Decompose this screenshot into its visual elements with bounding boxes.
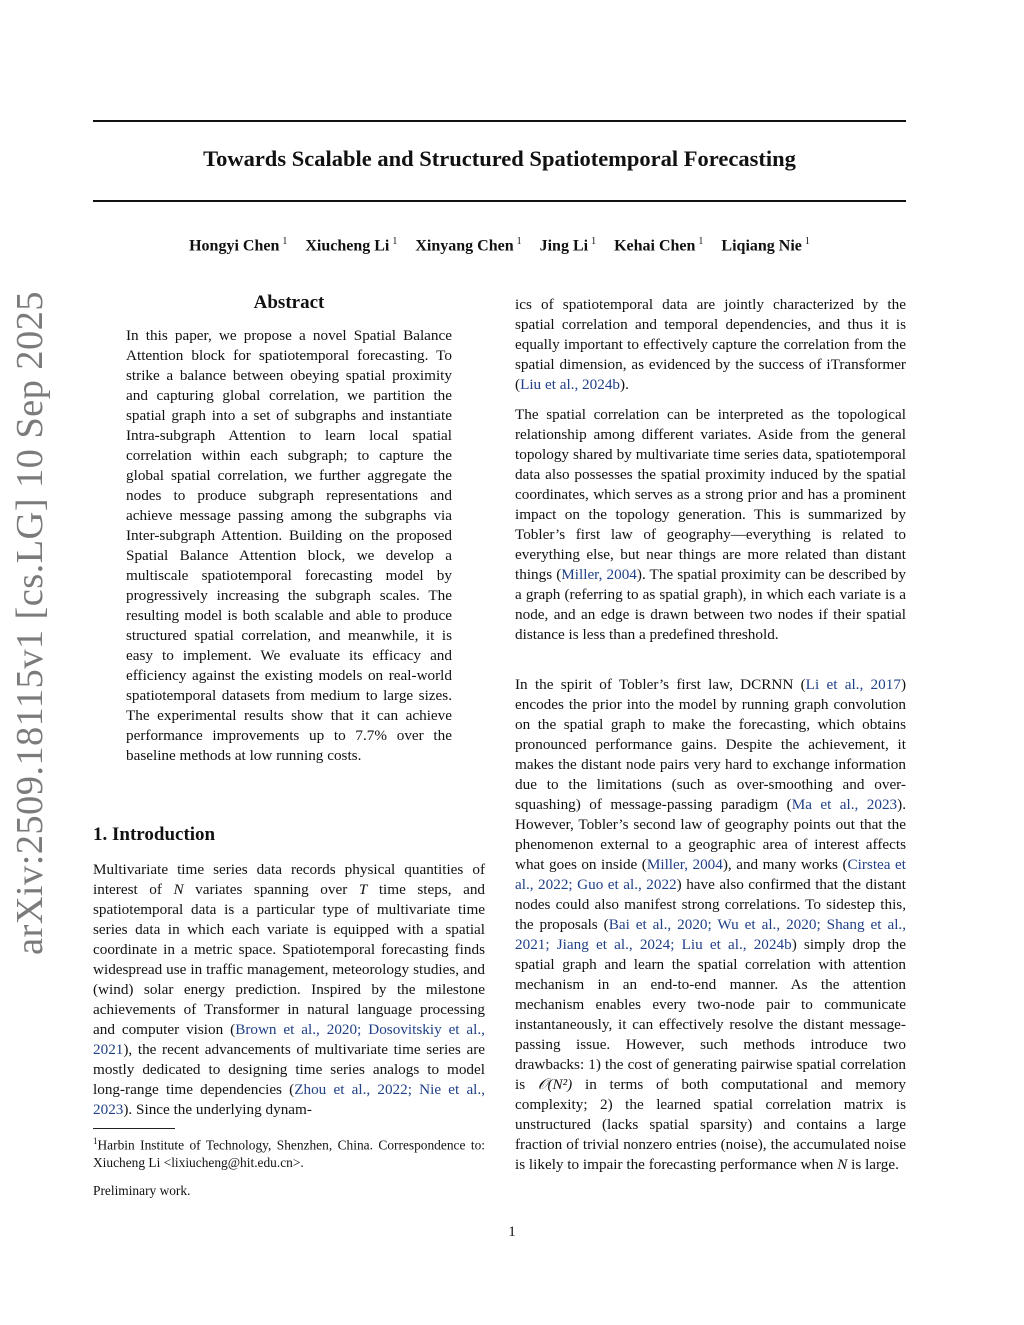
author [305,236,397,255]
text-run: ). However, Tobler’s second law of geography points out that the phenomenon external to a geographic area of interest affects what goes on inside ( [515,796,906,873]
citation-link[interactable]: Liu et al., 2024b [520,376,621,393]
affiliation-footnote [93,1132,485,1172]
text-run: variates spanning over [183,881,359,898]
math-symbol: N [837,1156,848,1173]
citation-link[interactable]: Nie et al., 2023 [93,1081,485,1118]
citation-link[interactable]: Cirstea et al., 2022 [515,856,906,893]
footnote-mark: 1 [93,1136,98,1146]
citation-link[interactable]: Bai et al., 2020 [608,916,708,933]
math-symbol: N [173,881,184,898]
author [614,236,703,255]
author-affiliation-mark: 1 [282,236,288,247]
citation-link[interactable]: Ma et al., 2023 [791,796,898,813]
text-run: The spatial correlation can be interpreted as the topological relationship among different variates. Aside from the general topology shared by multivariate time series data, spatiotemporal data also possesses the spatial proximity induced by the spatial coordinates, which serves as a strong prior and has a prominent impact on the topology generation. This is summarized by Tobler’s first law of geography—everything is related to everything else, but near things are more related than distant things ( [515,406,906,583]
right-column-paragraph [515,675,906,1175]
text-run: is large. [847,1156,899,1173]
citation-link[interactable]: Liu et al., 2024b [681,936,792,953]
author-name: Xiucheng Li [305,237,390,255]
arxiv-identifier-stamp[interactable]: arXiv:2509.18115v1 [cs.LG] 10 Sep 2025 [9,291,51,955]
text-run: ) have also confirmed that the distant nodes could also manifest strong correlations. To sidestep this, the proposals ( [515,876,906,933]
preliminary-note: Preliminary work. [93,1183,191,1198]
author-name: Kehai Chen [614,237,696,255]
math-symbol: T [358,881,368,898]
author-name: Hongyi Chen [189,237,280,255]
author [189,236,287,255]
abstract-text: In this paper, we propose a novel Spatial Balance Attention block for spatiotemporal forecasting. To strike a balance between obeying spatial proximity and capturing global correlation, we partition the spatial graph into a set of subgraphs and instantiate Intra-subgraph Attention to learn local spatial correlation within each subgraph; to capture the global spatial correlation, we further aggregate the nodes to produce subgraph representations and achieve message passing among the subgraphs via Inter-subgraph Attention. Building on the proposed Spatial Balance Attention block, we develop a multiscale spatiotemporal forecasting model by progressively increasing the subgraph scales. The resulting model is both scalable and able to produce structured spatial correlation, and meanwhile, it is easy to implement. We evaluate its efficacy and efficiency against the existing models on real-world spatiotemporal datasets from medium to large sizes. The experimental results show that it can achieve performance improvements up to 7.7% over the baseline methods at low running costs. [126,327,452,764]
introduction-paragraph [93,860,485,1120]
section-heading-introduction: 1. Introduction [93,824,216,845]
author-list [93,236,906,255]
text-run: Multivariate time series data records physical quantities of interest of [93,861,485,898]
citation-separator: ; [670,936,682,953]
citation-link[interactable]: Miller, 2004 [561,566,637,583]
citation-link[interactable]: Shang et al., 2021 [515,916,907,953]
citation-link[interactable]: Li et al., 2017 [805,676,901,693]
citation-separator: ; [816,916,827,933]
math-expression: 𝒪(N²) [537,1076,573,1093]
text-run: in terms of both computational and memory complexity; 2) the learned spatial correlation matrix is unstructured (lacks spatial sparsity) and contains a large fraction of trivial nonzero entries (noise), the accumulated noise is likely to impair the forecasting performance when [515,1076,906,1173]
citation-separator: ; [545,936,557,953]
citation-link[interactable]: Jiang et al., 2024 [556,936,671,953]
text-run: ), the recent advancements of multivariate time series are mostly dedicated to designing time series analogs to model long-range time dependencies ( [93,1041,485,1098]
text-run: ). The spatial proximity can be described by a graph (referring to as spatial graph), in which each variate is a node, and an edge is drawn between two nodes if their spatial distance is less than a predefined threshold. [515,566,906,643]
citation-separator: ; [707,916,718,933]
right-column-paragraph [515,295,906,395]
text-run: ), and many works ( [722,856,848,873]
citation-link[interactable]: Guo et al., 2022 [577,876,677,893]
citation-link[interactable]: Zhou et al., 2022 [294,1081,408,1098]
footnote-rule [93,1128,175,1129]
author-affiliation-mark: 1 [516,236,522,247]
footnote-text: Harbin Institute of Technology, Shenzhen, China. Correspondence to: Xiucheng Li <lixiucheng@hit.edu.cn>. [93,1137,485,1171]
text-run: ) encodes the prior into the model by running graph convolution on the spatial graph to make the forecasting, which obtains pronounced performance gains. Despite the achievement, it makes the distant node pairs very hard to exchange information due to the limitations (such as over-smoothing and over-squashing) of message-passing paradigm ( [515,676,906,813]
citation-link[interactable]: Dosovitskiy et al., 2021 [93,1021,485,1058]
author-affiliation-mark: 1 [392,236,398,247]
citation-separator: ; [357,1021,369,1038]
text-run: ). Since the underlying dynam- [123,1101,312,1118]
author-affiliation-mark: 1 [804,236,810,247]
text-run: ics of spatiotemporal data are jointly characterized by the spatial correlation and temporal dependencies, and thus it is equally important to effectively capture the correlation from the spatial dimension, as evidenced by the success of iTransformer ( [515,296,906,393]
title-bottom-rule [93,200,906,202]
citation-link[interactable]: Brown et al., 2020 [235,1021,358,1038]
author [721,236,809,255]
author [415,236,521,255]
author-name: Liqiang Nie [721,237,802,255]
citation-link[interactable]: Miller, 2004 [646,856,723,873]
author-affiliation-mark: 1 [698,236,704,247]
citation-link[interactable]: Wu et al., 2020 [717,916,817,933]
abstract-heading: Abstract [253,292,325,313]
title-top-rule [93,120,906,122]
author-name: Xinyang Chen [415,237,514,255]
page-number: 1 [508,1224,516,1240]
text-run: In the spirit of Tobler’s first law, DCRNN ( [515,676,806,693]
citation-separator: ; [407,1081,420,1098]
text-run: time steps, and spatiotemporal data is a particular type of multivariate time series data in which each variate is equipped with a spatial coordinate in a metric space. Spatiotemporal forecasting finds widespread use in traffic management, meteorology studies, and (wind) solar energy prediction. Inspired by the milestone achievements of Transformer in natural language processing and computer vision ( [93,881,486,1038]
author [540,236,596,255]
paper-title: Towards Scalable and Structured Spatiotemporal Forecasting [203,146,796,171]
author-affiliation-mark: 1 [591,236,597,247]
text-run: ) simply drop the spatial graph and learn the spatial correlation with attention mechanism in an end-to-end manner. As the attention mechanism enables every two-node pair to communicate instantaneously, it can effectively resolve the distant message-passing issue. However, such methods introduce two drawbacks: 1) the cost of generating pairwise spatial correlation is [515,936,906,1093]
citation-separator: ; [568,876,578,893]
text-run: ). [620,376,629,393]
author-name: Jing Li [539,237,589,255]
right-column-paragraph [515,405,906,645]
